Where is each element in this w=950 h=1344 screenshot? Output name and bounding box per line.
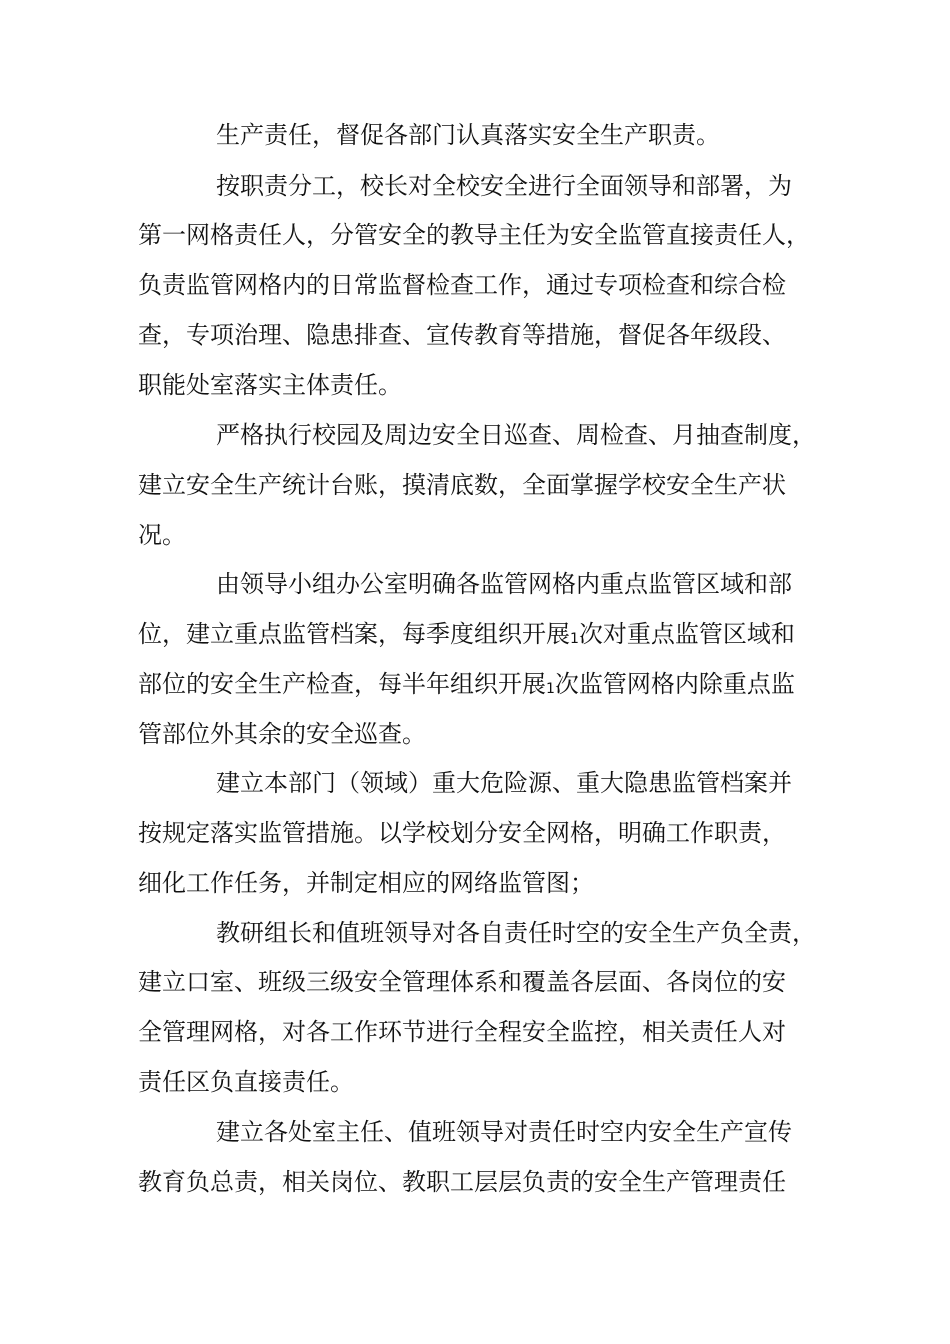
text-segment: 部位的安全生产检查，每半年组织开展 (138, 670, 546, 698)
text-line: 建立本部门（领域）重大危险源、重大隐患监管档案并 (216, 769, 792, 797)
text-line: 全管理网格，对各工作环节进行全程安全监控，相关责任人对 (138, 1018, 786, 1046)
text-line: 责任区负直接责任。 (138, 1068, 354, 1096)
text-segment: 位，建立重点监管档案，每季度组织开展 (138, 620, 570, 648)
text-line: 按规定落实监管措施。以学校划分安全网格，明确工作职责， (138, 819, 786, 847)
text-line: 严格执行校园及周边安全日巡查、周检查、月抽查制度， (216, 421, 816, 449)
text-line: 建立安全生产统计台账，摸清底数，全面掌握学校安全生产状 (138, 471, 786, 499)
text-line: 教育负总责，相关岗位、教职工层层负责的安全生产管理责任 (138, 1168, 786, 1196)
text-line: 细化工作任务，并制定相应的网络监管图； (138, 869, 594, 897)
text-line: 建立口室、班级三级安全管理体系和覆盖各层面、各岗位的安 (138, 968, 786, 996)
text-line: 职能处室落实主体责任。 (138, 371, 402, 399)
text-line (138, 669, 795, 699)
text-line: 况。 (138, 521, 186, 549)
text-line: 管部位外其余的安全巡查。 (138, 720, 426, 748)
text-line: 由领导小组办公室明确各监管网格内重点监管区域和部 (216, 570, 792, 598)
text-line: 建立各处室主任、值班领导对责任时空内安全生产宣传 (216, 1118, 792, 1146)
number-inline: 1 (570, 631, 579, 647)
text-line: 教研组长和值班领导对各自责任时空的安全生产负全责， (216, 919, 816, 947)
text-line: 按职责分工，校长对全校安全进行全面领导和部署，为 (216, 172, 792, 200)
text-segment: 次对重点监管区域和 (578, 620, 795, 648)
text-line (138, 619, 795, 649)
text-line: 查，专项治理、隐患排查、宣传教育等措施，督促各年级段、 (138, 321, 786, 349)
number-inline: 1 (546, 681, 555, 697)
text-segment: 次监管网格内除重点监 (554, 670, 795, 698)
text-line: 生产责任，督促各部门认真落实安全生产职责。 (216, 121, 720, 149)
text-line: 负责监管网格内的日常监督检查工作，通过专项检查和综合检 (138, 271, 786, 299)
text-line: 第一网格责任人，分管安全的教导主任为安全监管直接责任人， (138, 221, 810, 249)
